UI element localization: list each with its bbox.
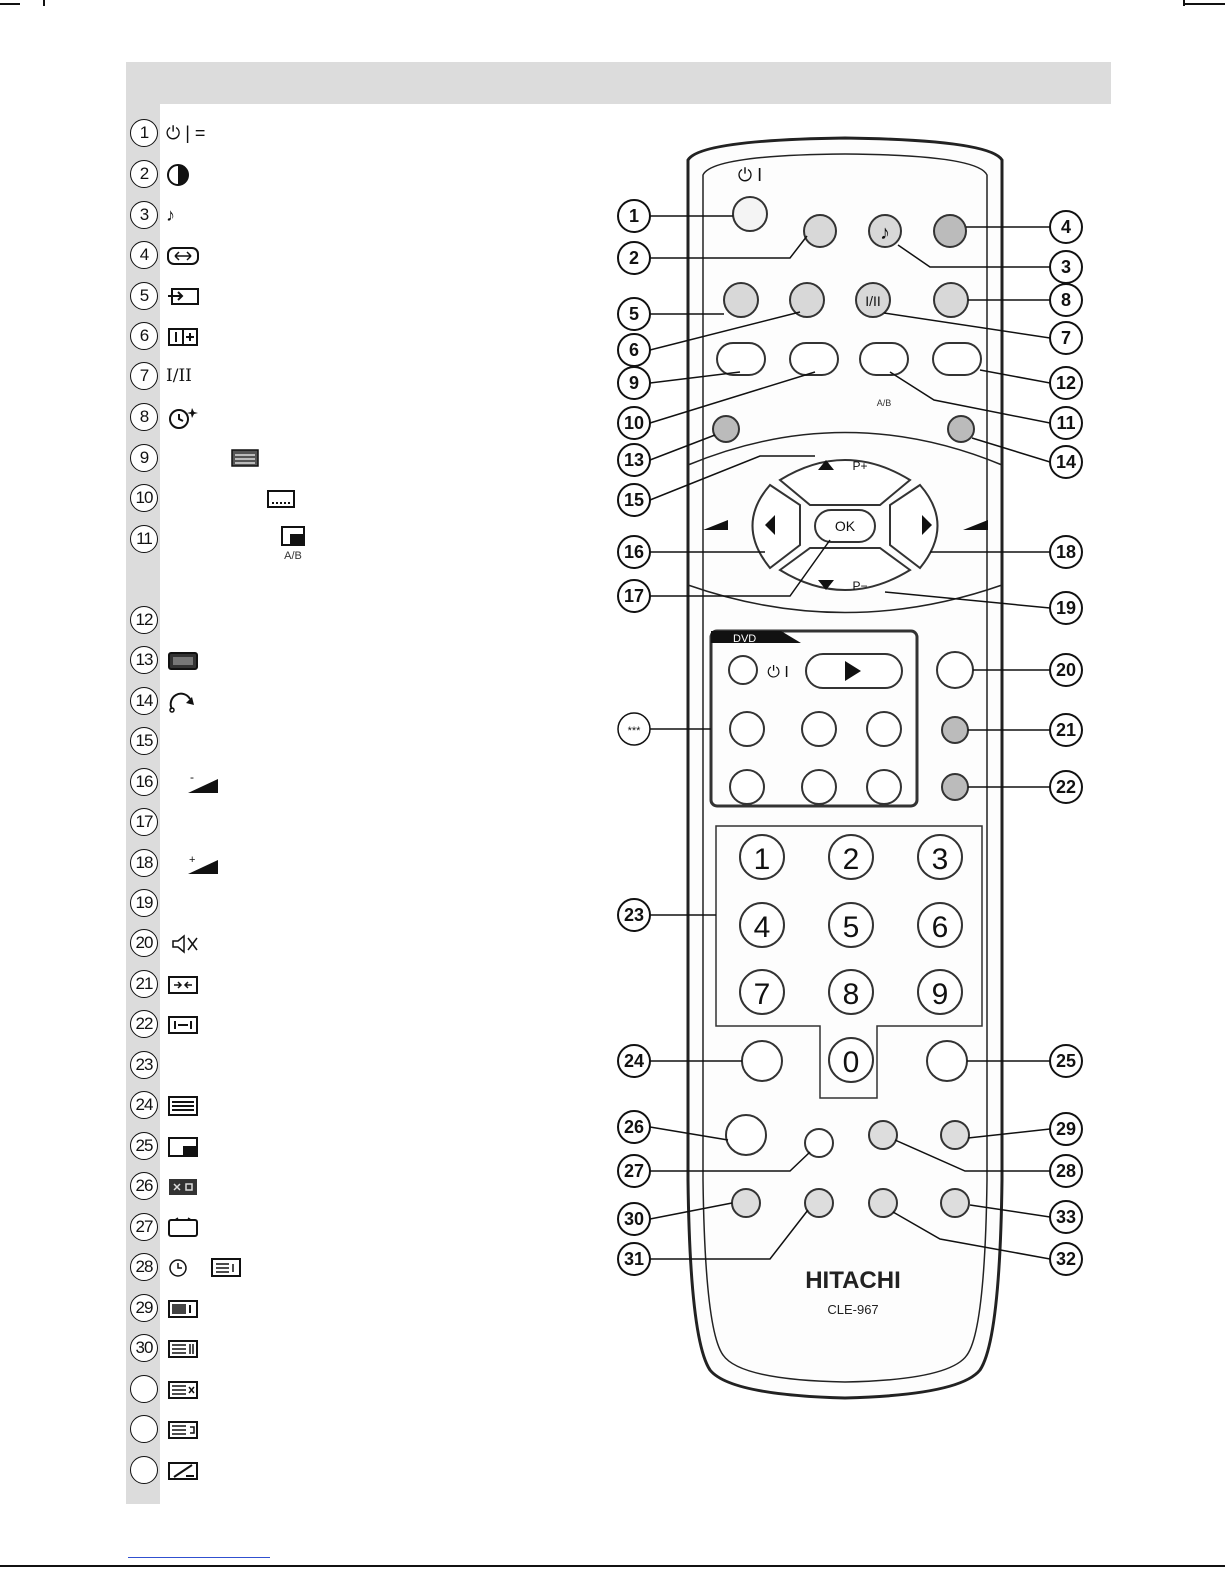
callout-label: 20	[1055, 660, 1077, 680]
dvd-label: DVD	[733, 633, 757, 645]
item-number: 20	[130, 929, 158, 957]
callout-label: 7	[1060, 328, 1072, 348]
callout-label: 3	[1060, 257, 1072, 277]
power-button[interactable]	[733, 197, 767, 231]
callout-label: 16	[623, 542, 645, 562]
item-number: 7	[130, 362, 158, 390]
p-plus-label: P+	[852, 459, 868, 473]
footer-link-underline[interactable]	[128, 1557, 270, 1558]
index-button[interactable]	[869, 1189, 897, 1217]
mix-button[interactable]	[726, 1115, 766, 1155]
plus-label: +	[189, 854, 196, 867]
callout-label: 6	[628, 340, 640, 360]
callout-label: 25	[1055, 1051, 1077, 1071]
callout-label: 8	[1060, 290, 1072, 310]
callout-label: 11	[1056, 413, 1076, 433]
item-number: 11	[130, 525, 158, 553]
item-number: 19	[130, 889, 158, 917]
green-button[interactable]	[790, 343, 838, 375]
callout-label: 4	[1060, 217, 1072, 237]
yellow-button[interactable]	[860, 343, 908, 375]
callout-label: 18	[1055, 542, 1077, 562]
mono-stereo-icon: I/II	[166, 366, 192, 386]
callout-label: 19	[1055, 598, 1077, 618]
key-4-label: 4	[753, 911, 771, 944]
item-number: 27	[130, 1213, 158, 1241]
reveal-button[interactable]	[805, 1189, 833, 1217]
ab-label: A/B	[876, 398, 892, 408]
item-number: 1	[130, 119, 158, 147]
key-5-label: 5	[842, 911, 860, 944]
callout-label: 15	[623, 490, 645, 510]
callout-label: 24	[623, 1051, 645, 1071]
sleep-button[interactable]	[934, 283, 968, 317]
brand-label: HITACHI	[805, 1267, 901, 1294]
callout-label: 1	[628, 206, 640, 226]
callout-label: 26	[623, 1117, 645, 1137]
hold-button[interactable]	[732, 1189, 760, 1217]
power-label: ⏻ I	[737, 165, 763, 185]
callout-label: 27	[623, 1161, 645, 1181]
item-number: 3	[130, 201, 158, 229]
callout-label: 14	[1055, 452, 1077, 472]
text-size-button[interactable]	[941, 1121, 969, 1149]
item-number: 28	[130, 1253, 158, 1281]
pip-button[interactable]	[927, 1041, 967, 1081]
power-standby-icon: ⏻ | =	[166, 123, 206, 143]
return-button[interactable]	[948, 416, 974, 442]
callout-label: 23	[623, 905, 645, 925]
cancel-button[interactable]	[941, 1189, 969, 1217]
item-number: 4	[130, 241, 158, 269]
key-1-label: 1	[753, 843, 771, 876]
key-0-label: 0	[842, 1046, 860, 1079]
callout-label: 17	[623, 586, 645, 606]
callout-label: 2	[628, 248, 640, 268]
callout-label: 22	[1055, 777, 1077, 797]
minus-label: -	[190, 771, 194, 785]
key-8-label: 8	[842, 978, 860, 1011]
teletext-button[interactable]	[742, 1041, 782, 1081]
key-6-label: 6	[931, 911, 949, 944]
item-number: 2	[130, 160, 158, 188]
model-label: CLE-967	[827, 1302, 879, 1317]
pip-swap-button[interactable]	[942, 717, 968, 743]
item-number: 16	[130, 768, 158, 796]
item-number: 14	[130, 687, 158, 715]
item-number: 21	[130, 970, 158, 998]
item-number: 22	[130, 1010, 158, 1038]
dvd-next-button[interactable]	[867, 770, 901, 804]
item-number: 23	[130, 1051, 158, 1079]
contrast-button[interactable]	[804, 215, 836, 247]
callout-label: 13	[623, 450, 645, 470]
callout-label: 21	[1055, 720, 1077, 740]
key-9-label: 9	[931, 978, 949, 1011]
callout-label: 9	[628, 373, 640, 393]
dvd-forward-button[interactable]	[867, 712, 901, 746]
item-number: 10	[130, 484, 158, 512]
item-number: 12	[130, 606, 158, 634]
menu-button[interactable]	[713, 416, 739, 442]
item-number: 25	[130, 1132, 158, 1160]
item-number: 5	[130, 282, 158, 310]
dvd-rewind-button[interactable]	[730, 712, 764, 746]
item-number: 8	[130, 403, 158, 431]
clock-button[interactable]	[869, 1121, 897, 1149]
key-2-label: 2	[842, 843, 860, 876]
item-number: 26	[130, 1172, 158, 1200]
key-3-label: 3	[931, 843, 949, 876]
music-note-icon: ♪	[880, 222, 890, 244]
callout-label: 10	[623, 413, 645, 433]
ok-label: OK	[834, 518, 856, 534]
dvd-power-label: ⏻ I	[767, 664, 789, 681]
item-number: 18	[130, 849, 158, 877]
item-number: 24	[130, 1091, 158, 1119]
key-7-label: 7	[753, 978, 771, 1011]
callout-label: 29	[1055, 1119, 1077, 1139]
callout-label: 33	[1055, 1207, 1077, 1227]
callout-label: 28	[1055, 1161, 1077, 1181]
red-button[interactable]	[717, 343, 765, 375]
item-number: 6	[130, 322, 158, 350]
item-number: 17	[130, 808, 158, 836]
info-button[interactable]	[790, 283, 824, 317]
stars-label: ***	[627, 725, 641, 737]
screen-mode-button[interactable]	[934, 215, 966, 247]
bottom-rule	[0, 1565, 1225, 1567]
item-number: 15	[130, 727, 158, 755]
callout-label: 31	[623, 1249, 645, 1269]
callout-label: 30	[623, 1209, 645, 1229]
p-minus-label: P−	[852, 579, 868, 593]
mono-stereo-label: I/II	[865, 293, 881, 309]
callout-label: 12	[1055, 373, 1077, 393]
dvd-pause-button[interactable]	[802, 712, 836, 746]
pip-size-button[interactable]	[942, 774, 968, 800]
dvd-stop-button[interactable]	[802, 770, 836, 804]
item-number: 9	[130, 444, 158, 472]
mute-button[interactable]	[937, 652, 973, 688]
item-number: 13	[130, 646, 158, 674]
callout-label: 32	[1055, 1249, 1077, 1269]
dvd-prev-button[interactable]	[730, 770, 764, 804]
item-number: 30	[130, 1334, 158, 1362]
dvd-power-button[interactable]	[729, 656, 757, 684]
music-note-icon: ♪	[166, 205, 175, 225]
ab-label: A/B	[284, 550, 302, 562]
item-number: 29	[130, 1294, 158, 1322]
blue-button[interactable]	[933, 343, 981, 375]
source-button[interactable]	[724, 283, 758, 317]
callout-label: 5	[628, 304, 640, 324]
